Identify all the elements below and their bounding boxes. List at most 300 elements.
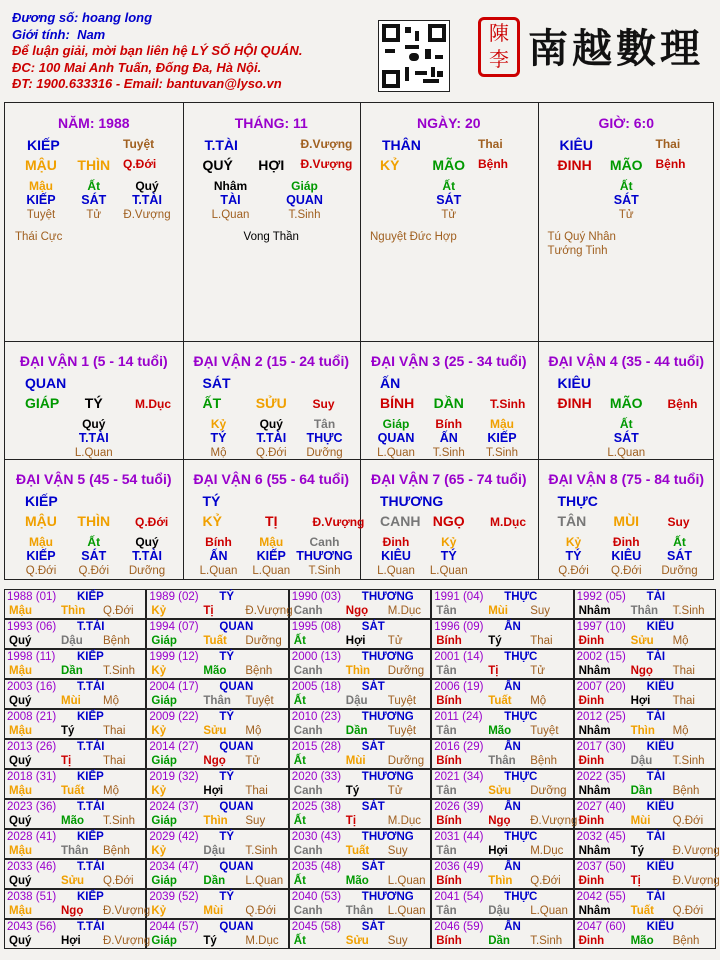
luck-hidden-god: KIẾP [487,431,517,445]
year-god: THỰC [504,771,538,783]
luck-god: QUAN [25,375,67,391]
year-stem: Ất [293,755,306,767]
year-god: TÀI [646,891,666,903]
pillar-title: NGÀY: 20 [416,115,481,131]
luck-hidden-stage: Q.Đới [610,565,642,577]
year-cell [146,709,288,739]
year-god: TÝ [219,711,235,723]
year-god: THƯƠNG [361,771,414,783]
year-cell [4,619,146,649]
hidden-stem: Mậu [29,179,53,193]
year-stage: L.Quan [387,875,426,887]
year-label: 2026 (39) [434,801,484,813]
luck-hidden-stem: Canh [309,535,340,549]
luck-hidden-stem: Đinh [612,535,640,549]
year-cell [431,889,573,919]
year-god: THƯƠNG [361,651,414,663]
year-label: 2034 (47) [149,861,199,873]
year-stage: M.Dục [530,845,564,857]
year-stem: Canh [293,605,323,617]
year-god: KIẾP [77,891,104,903]
hidden-stage: T.Sinh [288,209,321,221]
year-god: THỰC [504,891,538,903]
year-stem: Nhâm [578,845,611,857]
year-god: SÁT [361,861,385,873]
luck-hidden-god: QUAN [377,431,415,445]
year-stage: Tuyệt [387,695,417,707]
year-cell [574,739,716,769]
luck-hidden-god: KIẾP [256,549,286,563]
year-stem: Tân [436,905,457,917]
year-stem: Đinh [578,815,605,827]
year-stage: T.Sinh [672,755,705,767]
year-stem: Kỷ [151,785,167,797]
year-god: TÀI [646,651,666,663]
year-stem: Quý [9,635,32,647]
year-branch: Hợi [630,695,651,707]
year-stage: M.Dục [387,605,422,617]
luck-stem: ẤT [202,395,222,411]
year-stage: Suy [387,935,408,947]
year-god: KIÊU [646,801,675,813]
year-branch: Mão [203,665,227,677]
year-cell [289,589,431,619]
year-stage: Bệnh [672,785,700,797]
year-stage: T.Sinh [672,605,705,617]
year-cell [574,709,716,739]
year-label: 2006 (19) [434,681,484,693]
hidden-stem: Ất [87,179,101,193]
year-stage: Bệnh [103,635,130,647]
luck-hidden-god: TÝ [210,431,227,445]
luck-hidden-god: SÁT [613,431,639,445]
luck-stem: TÂN [557,513,587,529]
year-god: ẤN [504,921,521,933]
year-label: 2017 (30) [576,741,626,753]
year-stage: Q.Đới [245,905,276,917]
year-branch: Sửu [630,635,654,647]
year-god: TÝ [219,771,235,783]
year-stem: Ất [293,695,306,707]
luck-period-title: ĐẠI VẬN 2 (15 - 24 tuổi) [193,353,350,369]
hidden-god: SÁT [613,193,639,207]
year-god: TÀI [646,591,666,603]
year-cell [4,769,146,799]
year-stem: Giáp [151,635,177,647]
contact-note: Để luận giải, mời bạn liên hệ LÝ SỐ HỘI QUÁN. [12,43,303,58]
year-cell [146,799,288,829]
year-stage: Tử [245,755,261,767]
year-stage: Tử [387,635,403,647]
year-branch: Mùi [488,605,508,617]
year-cell [4,889,151,919]
luck-hidden-god: T.TÀI [78,431,109,445]
year-stem: Giáp [151,815,177,827]
year-stem: Bính [436,635,462,647]
luck-hidden-stem: Mậu [259,535,284,549]
earthly-branch: THÌN [77,157,111,173]
year-cell [146,889,288,919]
year-branch: Mùi [203,905,224,917]
luck-hidden-stem: Bính [205,535,232,549]
year-god: TÝ [219,591,235,603]
luck-hidden-god: T.TÀI [132,549,162,563]
year-god: SÁT [361,741,385,753]
year-label: 2023 (36) [7,801,57,813]
year-god: KIÊU [646,681,675,693]
luck-stage: M.Dục [135,397,171,411]
year-cell [431,859,573,889]
year-label: 2002 (15) [576,651,626,663]
year-stem: Tân [436,845,457,857]
year-stage: Dưỡng [530,785,567,797]
year-label: 2027 (40) [576,801,626,813]
year-branch: Tý [203,935,217,947]
year-branch: Dần [61,665,83,677]
year-god: TÝ [219,831,235,843]
luck-stage: M.Dục [490,515,526,529]
luck-hidden-stem: Đinh [382,535,410,549]
luck-stage: Bệnh [667,397,698,411]
year-stem: Bính [436,875,462,887]
year-branch: Sửu [488,785,512,797]
year-god: QUAN [219,621,254,633]
year-god: THƯƠNG [361,711,414,723]
hidden-stage: L.Quan [211,209,250,221]
year-label: 2031 (44) [434,831,484,843]
year-cell [431,649,573,679]
year-stage: Mộ [245,725,262,737]
year-cell [146,919,288,949]
year-branch: Mão [61,815,84,827]
luck-hidden-god: THỰC [306,431,343,445]
year-stem: Giáp [151,755,177,767]
year-stem: Đinh [578,695,605,707]
year-cell [146,859,288,889]
luck-hidden-god: KIÊU [611,549,642,563]
pillar-title: GIỜ: 6:0 [598,115,655,131]
owner-name: Đương số: hoang long [12,10,153,25]
year-cell [289,709,431,739]
year-stem: Canh [293,845,323,857]
year-label: 2011 (24) [434,711,483,723]
year-branch: Ngọ [488,815,511,827]
year-god: THƯƠNG [361,891,414,903]
luck-god: TÝ [202,493,221,509]
year-stage: Tuyệt [530,725,559,737]
year-cell [4,709,146,739]
year-stem: Tân [436,605,457,617]
year-stem: Nhâm [578,785,611,797]
year-label: 2007 (20) [576,681,626,693]
calligraphy-logo: 南越數理 [528,25,704,72]
year-god: TÀI [646,831,666,843]
year-stage: Thai [103,755,126,767]
year-cell [4,829,146,859]
year-cell [431,589,573,619]
year-god: THƯƠNG [361,591,414,603]
year-god: QUAN [219,681,254,693]
year-branch: Dần [630,785,653,797]
luck-god: KIẾP [25,493,58,509]
hidden-god: SÁT [81,193,107,207]
year-stage: Dưỡng [245,635,282,647]
year-stage: Đ.Vượng [530,815,578,827]
year-stage: Mộ [530,695,547,707]
row-divider [5,341,713,342]
year-label: 2015 (28) [291,741,342,753]
year-cell [289,799,431,829]
year-stage: Q.Đới [530,875,561,887]
hidden-stage: Tử [441,209,457,221]
year-stage: Đ.Vượng [103,905,151,917]
luck-hidden-stage: T.Sinh [432,447,465,459]
year-stage: Thai [530,635,553,647]
year-cell [431,829,573,859]
year-god: THỰC [504,651,538,663]
year-stage: L.Quan [245,875,284,887]
year-cell [431,739,573,769]
luck-period-title: ĐẠI VẬN 8 (75 - 84 tuổi) [548,471,705,487]
hidden-stem: Giáp [291,179,318,193]
hidden-god: QUAN [286,193,323,207]
year-label: 2042 (55) [576,891,626,903]
year-label: 2008 (21) [7,711,57,723]
year-label: 2045 (58) [291,921,342,933]
year-branch: Ngọ [61,905,84,917]
year-stem: Kỷ [151,605,167,617]
luck-hidden-stage: L.Quan [377,447,415,459]
hidden-stage: Tử [618,209,634,221]
year-label: 2038 (51) [7,891,57,903]
year-stem: Giáp [151,875,177,887]
year-branch: Mùi [345,755,366,767]
year-cell [146,769,288,799]
year-god: T.TÀI [77,801,105,813]
year-branch: Dần [345,725,368,737]
year-branch: Ngọ [630,665,653,677]
year-branch: Tị [345,815,357,827]
luck-hidden-stage: T.Sinh [486,447,518,459]
luck-stem: MẬU [25,513,57,529]
year-stem: Ất [293,635,306,647]
luck-stage: Đ.Vượng [312,515,365,529]
year-god: KIẾP [77,711,104,723]
luck-hidden-god: TÝ [565,549,582,563]
year-stem: Canh [293,665,323,677]
luck-hidden-stem: Bính [435,417,463,431]
year-branch: Tị [488,665,499,677]
year-stem: Quý [9,695,32,707]
luck-god: KIÊU [557,375,591,391]
year-stem: Giáp [151,695,177,707]
year-stage: T.Sinh [103,815,135,827]
year-branch: Tý [488,635,502,647]
year-god: ẤN [504,861,521,873]
year-label: 2016 (29) [434,741,484,753]
year-stem: Kỷ [151,725,167,737]
year-branch: Mùi [61,695,81,707]
year-god: KIẾP [77,771,104,783]
year-label: 1997 (10) [576,621,626,633]
special-star: Thái Cực [15,231,63,243]
year-label: 2024 (37) [149,801,199,813]
luck-hidden-god: KIẾP [26,549,56,563]
year-stem: Ất [293,875,306,887]
year-stage: Suy [245,815,266,827]
year-label: 2005 (18) [291,681,342,693]
year-stage: Dưỡng [387,665,425,677]
year-stem: Mậu [9,905,32,917]
year-cell [289,679,431,709]
year-branch: Thìn [345,665,371,677]
year-branch: Thân [61,845,89,857]
luck-period-title: ĐẠI VẬN 5 (45 - 54 tuổi) [15,471,172,487]
year-god: QUAN [219,861,254,873]
luck-hidden-stage: L.Quan [74,447,113,459]
year-label: 2000 (13) [291,651,342,663]
year-stem: Bính [436,755,462,767]
luck-hidden-stem: Giáp [382,417,410,431]
year-god: TÀI [646,711,666,723]
year-label: 2046 (59) [434,921,484,933]
year-branch: Tị [61,755,72,767]
luck-hidden-stage: L.Quan [377,565,415,577]
year-stage: T.Sinh [103,665,135,677]
year-god: T.TÀI [77,741,105,753]
year-stage: Tuyệt [245,695,274,707]
luck-hidden-stage: L.Quan [429,565,468,577]
year-branch: Dậu [345,695,368,707]
luck-stem: KỶ [202,513,222,529]
year-stage: M.Dục [387,815,422,827]
luck-stem: ĐINH [557,395,592,411]
year-cell [431,919,573,949]
year-stem: Đinh [578,635,605,647]
year-branch: Mão [345,875,369,887]
year-label: 2013 (26) [7,741,57,753]
year-label: 2021 (34) [434,771,484,783]
heavenly-stem: KỶ [380,157,400,173]
heavenly-stem: ĐINH [557,157,592,173]
year-stage: T.Sinh [245,845,278,857]
luck-branch: NGỌ [432,513,465,529]
year-god: KIÊU [646,861,675,873]
year-god: SÁT [361,921,385,933]
year-cell [574,889,716,919]
year-stem: Bính [436,815,462,827]
pillar-stage: Thai [478,137,503,151]
luck-hidden-stem: Quý [82,417,106,431]
year-cell [4,799,146,829]
year-stage: Đ.Vượng [672,875,720,887]
luck-stage: Suy [667,515,690,529]
hidden-stage: Đ.Vượng [123,209,171,221]
yearly-luck-table [4,589,720,951]
luck-hidden-stem: Mậu [490,417,514,431]
year-label: 2047 (60) [576,921,626,933]
year-label: 1991 (04) [434,591,484,603]
year-stem: Bính [436,695,462,707]
year-label: 1998 (11) [7,651,56,663]
hidden-god: KIẾP [26,193,56,207]
luck-hidden-stage: L.Quan [607,447,646,459]
year-stage: Tuyệt [387,725,417,737]
year-cell [4,589,146,619]
luck-stem: CANH [380,513,421,529]
year-cell [574,589,716,619]
year-god: THỰC [504,711,538,723]
year-stage: Mộ [672,725,689,737]
contact-phone-email: ĐT: 1900.633316 - Email: bantuvan@lyso.vn [12,76,282,91]
luck-hidden-god: ẤN [209,549,228,563]
hidden-god: TÀI [220,193,241,207]
year-label: 2030 (43) [291,831,342,843]
year-branch: Sửu [203,725,227,737]
year-label: 2010 (23) [291,711,342,723]
luck-stage: T.Sinh [490,397,526,411]
hidden-stem: Quý [135,179,159,193]
luck-branch: MÙI [613,513,640,529]
year-branch: Sửu [345,935,369,947]
year-stage: Bệnh [103,845,130,857]
luck-branch: DẦN [433,395,464,411]
luck-period-title: ĐẠI VẬN 7 (65 - 74 tuổi) [370,471,527,487]
year-branch: Tị [203,605,214,617]
special-star: Vong Thần [243,231,299,243]
luck-branch: TÝ [84,395,103,411]
year-cell [289,769,431,799]
luck-god: SÁT [202,375,231,391]
year-stem: Ất [293,935,306,947]
year-branch: Hợi [488,845,508,857]
luck-branch: MÃO [609,395,643,411]
year-stage: Dưỡng [387,755,425,767]
year-god: SÁT [361,801,385,813]
luck-hidden-stage: T.Sinh [308,565,341,577]
luck-hidden-stage: Dưỡng [661,565,698,577]
luck-hidden-stem: Ất [619,417,633,431]
year-label: 2022 (35) [576,771,626,783]
year-stem: Mậu [9,605,32,617]
year-cell [4,859,146,889]
luck-hidden-god: TÝ [440,549,457,563]
year-branch: Ngọ [203,755,226,767]
pillars-grid [4,102,714,580]
luck-hidden-god: ẤN [439,431,458,445]
year-branch: Tuất [203,635,227,647]
stem-relation: Bệnh [655,157,686,171]
year-stem: Bính [436,935,462,947]
year-stem: Ất [293,815,306,827]
year-cell [4,649,146,679]
year-cell [431,619,573,649]
qr-code[interactable] [378,20,450,92]
luck-god: THƯƠNG [380,493,444,509]
row-divider [5,459,713,460]
year-cell [574,649,716,679]
luck-branch: THÌN [77,513,111,529]
year-cell [574,619,716,649]
year-cell [4,679,146,709]
luck-hidden-stem: Ất [87,535,101,549]
luck-period-title: ĐẠI VẬN 6 (55 - 64 tuổi) [193,471,350,487]
year-stem: Mậu [9,845,32,857]
year-branch: Tuất [61,785,85,797]
year-god: KIẾP [77,591,104,603]
year-cell [574,829,720,859]
year-branch: Tuất [630,905,655,917]
